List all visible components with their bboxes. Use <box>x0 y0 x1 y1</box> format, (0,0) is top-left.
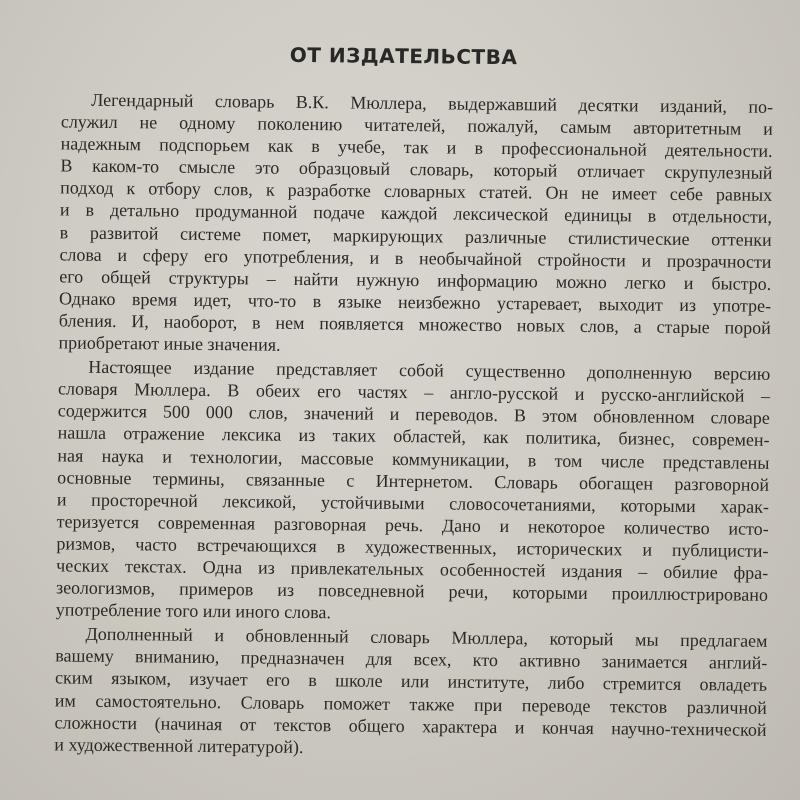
text-line: в развитой системе помет, маркирующих различные стилистические оттенки <box>59 221 772 250</box>
text-line: ским языком, изучает его в школе или институте, либо стремится овладеть <box>54 667 768 696</box>
text-line: и в детально продуманной подаче каждой лексической единицы в отдельности, <box>59 199 773 228</box>
paragraph-1 <box>58 88 773 361</box>
text-line: сложности (начиная от текстов общего характера и кончая научно-технической <box>54 712 767 740</box>
text-line: В каком-то смысле это образцовый словарь, который отличает скрупулезный <box>60 155 773 184</box>
text-line: и художественной литературой). <box>54 734 304 757</box>
text-line: Настоящее издание представляет собой существенно дополненную версию <box>88 356 771 385</box>
text-line: содержится 500 000 слов, значений и переводов. В этом обновленном словаре <box>57 400 770 429</box>
text-line: служил не одному поколению читателей, пожалуй, самым авторитетным и <box>60 111 773 139</box>
text-line: основные термины, связанные с Интернетом. Словарь обогащен разговорной <box>57 467 770 495</box>
text-line: Однако время идет, что-то в языке неизбежно устаревает, выходит из употре- <box>58 288 772 316</box>
page-title: ОТ ИЗДАТЕЛЬСТВА <box>289 42 518 70</box>
paragraph-3 <box>54 623 767 763</box>
text-line: словаря Мюллера. В обеих его частях – англо-русской и русско-английской – <box>57 378 771 407</box>
text-line: нашла отражение лексика из таких областей, как политика, бизнес, современ- <box>57 422 770 451</box>
text-line: его общей структуры – найти нужную информацию можно легко и быстро. <box>59 266 772 294</box>
text-body <box>54 88 773 762</box>
text-line: вашему вниманию, предназначен для всех, кто активно занимается англий- <box>55 645 768 674</box>
text-line: употребление того или иного слова. <box>55 599 332 623</box>
text-line: и просторечной лексикой, устойчивыми словосочетаниями, которыми харак- <box>56 489 770 517</box>
text-line: ризмов, часто встречающихся в художественных, исторических и публицисти- <box>56 533 769 561</box>
text-line: подход к отбору слов, к разработке словарных статей. Он не имеет себе равных <box>60 177 773 206</box>
text-line: Легендарный словарь В.К. Мюллера, выдержавший десятки изданий, по- <box>91 89 774 117</box>
text-line: Дополненный и обновленный словарь Мюллера, который мы предлагаем <box>85 623 768 652</box>
text-line: зеологизмов, примеров из повседневной речи, которыми проиллюстрировано <box>55 577 769 605</box>
text-line: ческих текстах. Одна из привлекательных особенностей издания – обилие фра- <box>56 555 769 583</box>
text-line: надежным подспорьем как в учебе, так и в профессиональной деятельности. <box>60 133 773 162</box>
paragraph-2 <box>56 356 771 629</box>
text-line: бления. И, наоборот, в нем появляется множество новых слов, а старые порой <box>58 310 771 338</box>
text-line: ная наука и технологии, массовые коммуникации, в том числе представлены <box>57 444 770 473</box>
text-line: приобретают иные значения. <box>58 332 281 355</box>
text-line: им самостоятельно. Словарь поможет также при переводе текстов различной <box>54 689 767 718</box>
text-line: слова и сферу его употребления, и в необычайной стройности и прозрачности <box>59 244 772 272</box>
text-line: теризуется современная разговорная речь. Дано и некоторое количество исто- <box>56 511 769 539</box>
